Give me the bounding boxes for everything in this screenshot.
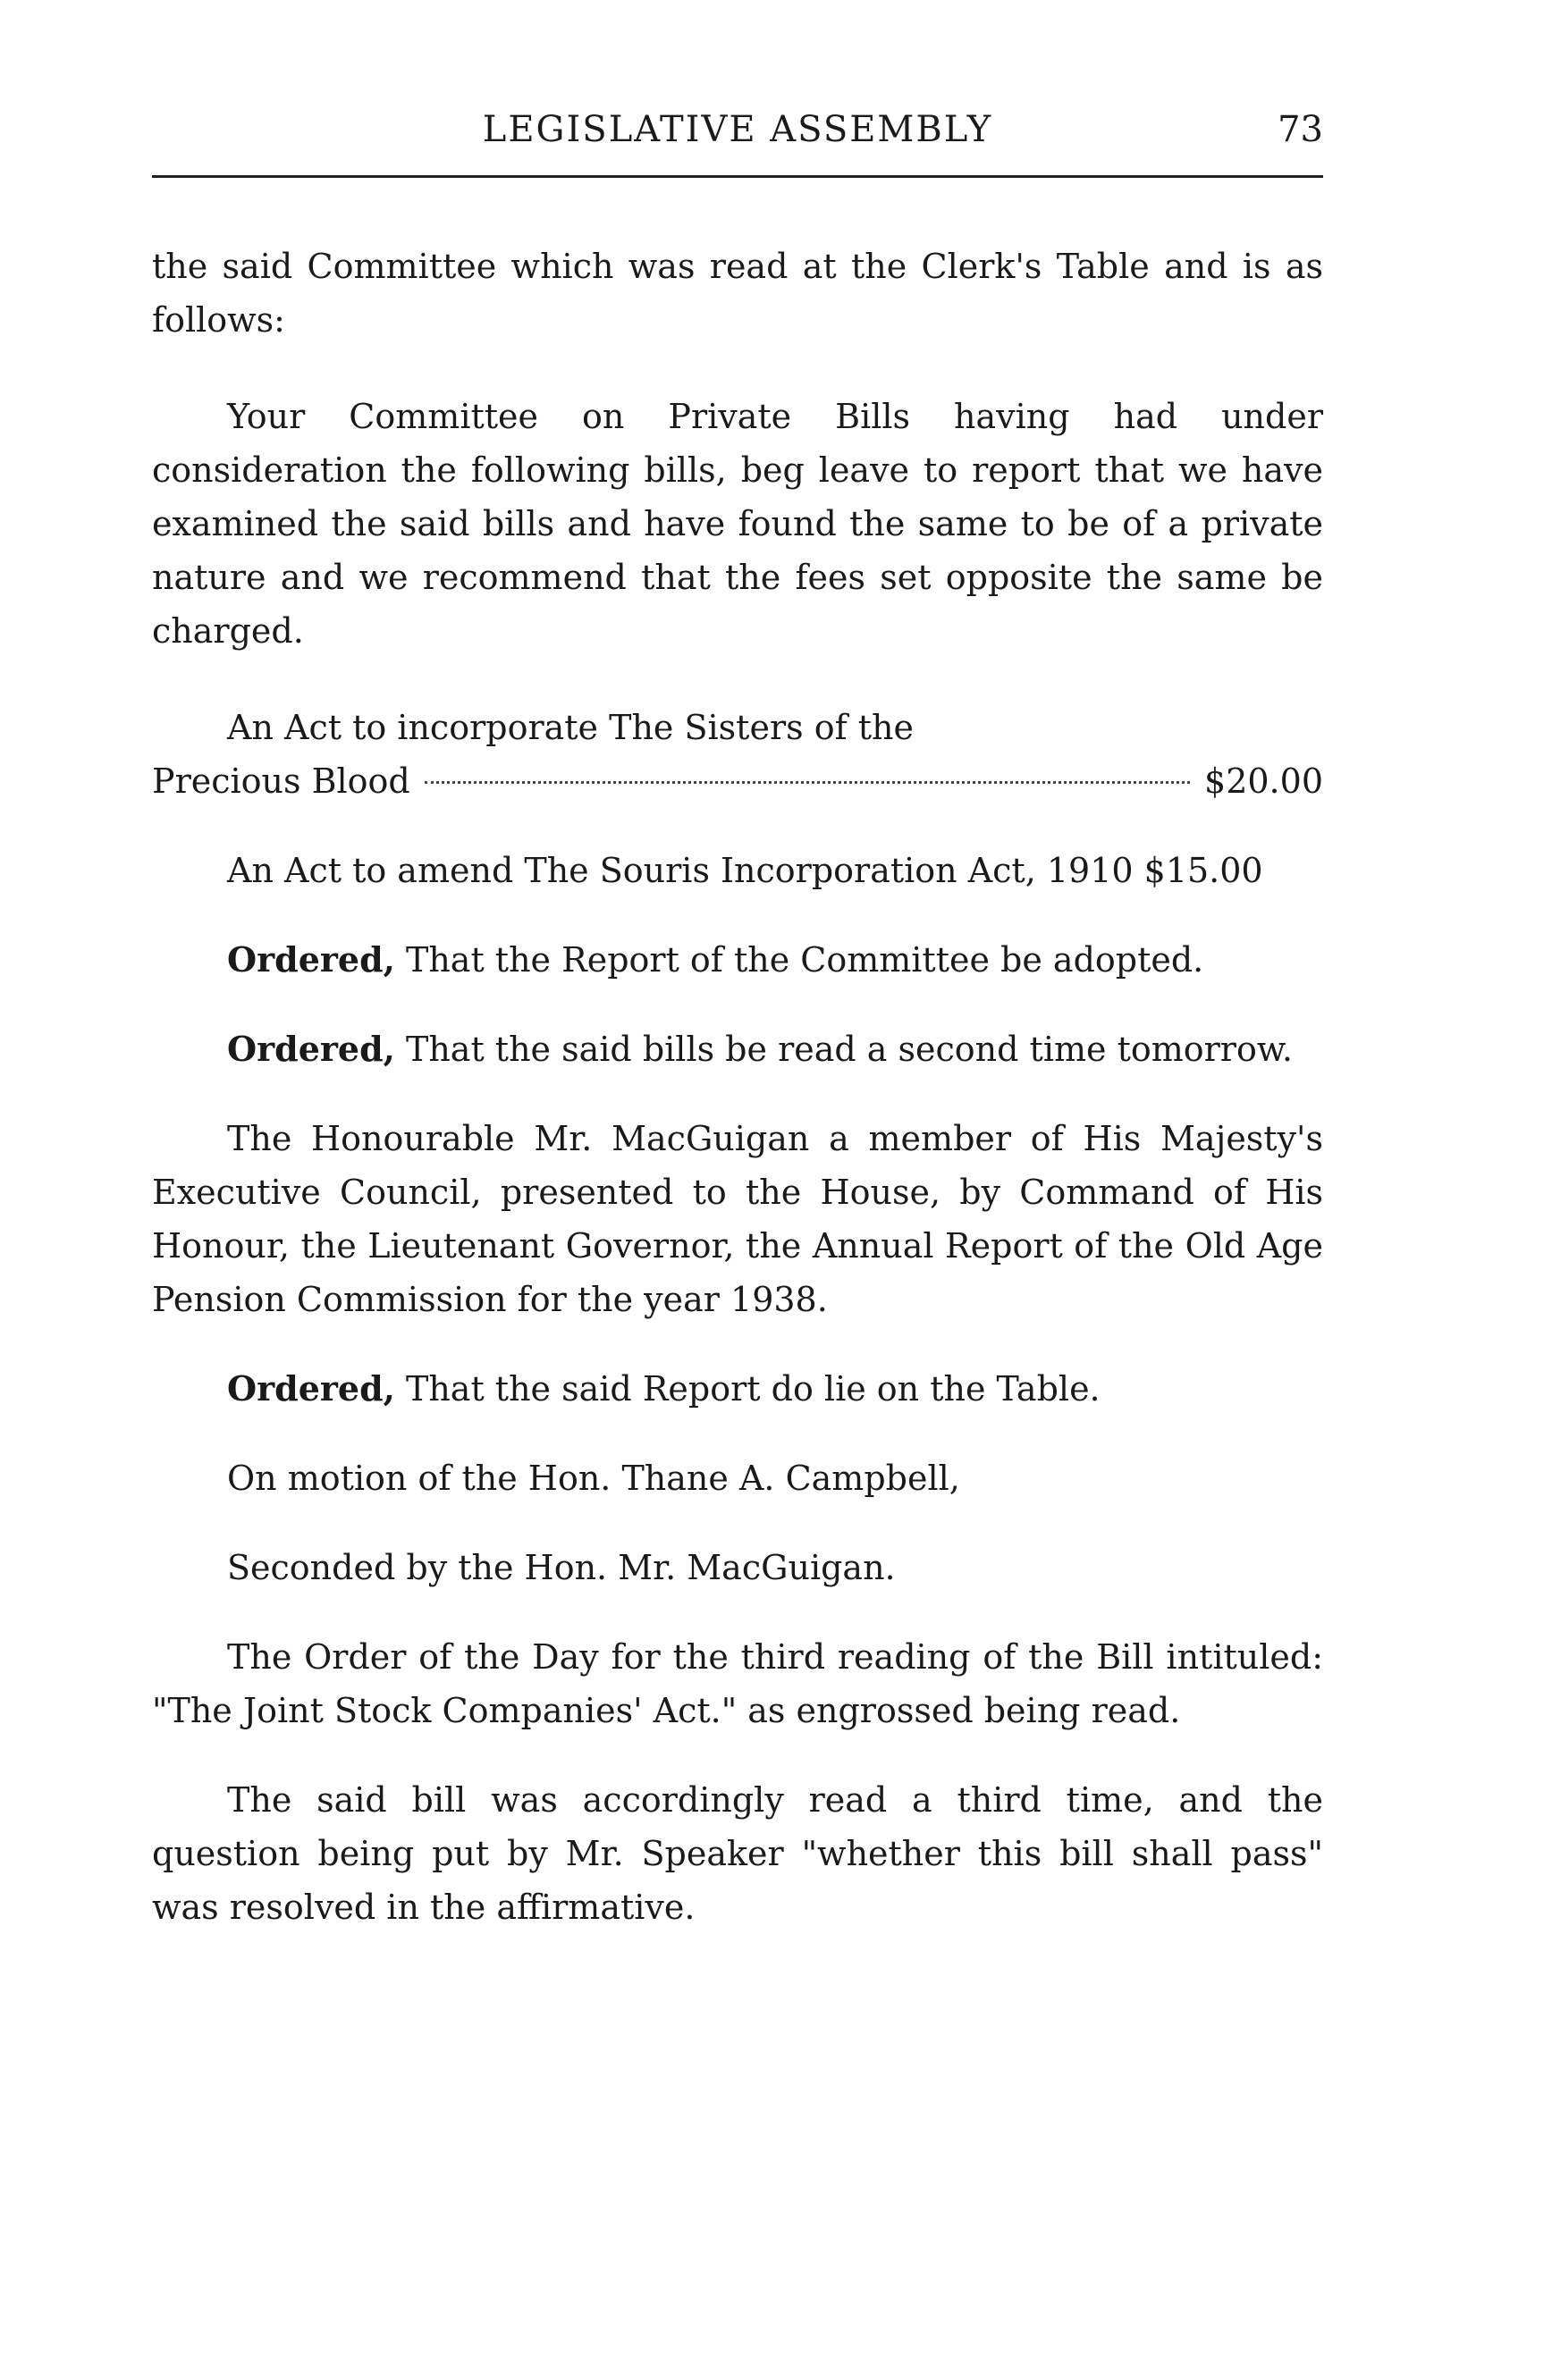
dot-leader — [425, 781, 1190, 784]
ordered-label: Ordered, — [227, 1029, 395, 1069]
paragraph-order-of-day: The Order of the Day for the third reading of the Bill intituled: "The Joint Stock Companies' Act." as engrossed being read. — [152, 1637, 1323, 1730]
ordered-label: Ordered, — [227, 1368, 395, 1409]
body-text — [152, 240, 1323, 1934]
running-head — [152, 109, 1323, 159]
paragraph-motion: On motion of the Hon. Thane A. Campbell, — [227, 1459, 960, 1498]
bill-fee: $20.00 — [1204, 761, 1323, 801]
ordered-second-reading — [152, 1022, 1323, 1076]
bill-entry-souris: An Act to amend The Souris Incorporation Act, 1910 $15.00 — [227, 851, 1263, 890]
bill-entry-sisters — [152, 701, 1323, 808]
bill-fee-row — [152, 754, 1323, 808]
bill-title-line-1: An Act to incorporate The Sisters of the — [227, 708, 914, 747]
running-title: LEGISLATIVE ASSEMBLY — [482, 109, 993, 150]
header-rule — [152, 175, 1323, 178]
paragraph-committee-report: Your Committee on Private Bills having had under consideration the following bills, beg leave to report that we have examined the said bills and have found the same to be of a private nature and we recommend that the fees set opposite the same be charged. — [152, 397, 1323, 651]
ordered-text: That the said bills be read a second time tomorrow. — [405, 1030, 1293, 1069]
paragraph-macguigan-report: The Honourable Mr. MacGuigan a member of His Majesty's Executive Council, presented to the House, by Command of His Honour, the Lieutenant Governor, the Annual Report of the Old Age Pension Commission for the year 1938. — [152, 1119, 1323, 1319]
paragraph-seconded: Seconded by the Hon. Mr. MacGuigan. — [227, 1548, 896, 1587]
ordered-report-adopted — [152, 933, 1323, 987]
paragraph-third-reading: The said bill was accordingly read a third time, and the question being put by Mr. Speaker "whether this bill shall pass" was resolved in the affirmative. — [152, 1780, 1323, 1927]
ordered-label: Ordered, — [227, 939, 395, 980]
paragraph-intro: the said Committee which was read at the Clerk's Table and is as follows: — [152, 247, 1323, 340]
document-page — [152, 0, 1323, 2380]
bill-title-line-2: Precious Blood — [152, 761, 410, 801]
ordered-text: That the Report of the Committee be adopted. — [405, 940, 1204, 980]
ordered-text: That the said Report do lie on the Table. — [405, 1369, 1101, 1409]
page-number: 73 — [1278, 109, 1323, 150]
ordered-lie-on-table — [152, 1362, 1323, 1416]
